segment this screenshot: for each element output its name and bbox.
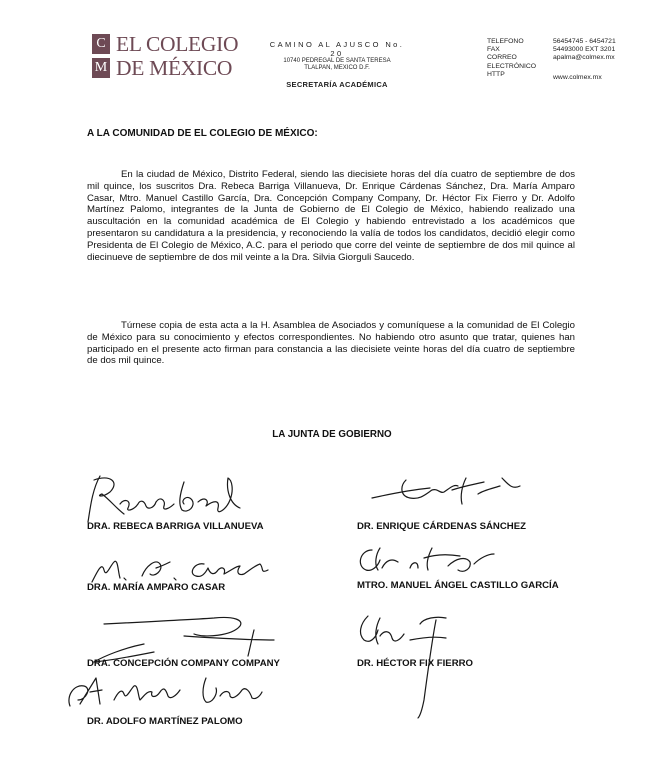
- signatory-name: DRA. REBECA BARRIGA VILLANUEVA: [87, 521, 264, 532]
- address-city: TLALPAN, MEXICO D.F.: [304, 65, 370, 71]
- contact-fax: 54493000 EXT 3201: [553, 46, 616, 54]
- board-heading: LA JUNTA DE GOBIERNO: [272, 429, 392, 440]
- institution-logo: [92, 34, 242, 78]
- contact-label-http: HTTP: [487, 70, 505, 78]
- contact-label-email: CORREO: [487, 54, 517, 62]
- signatory-name: MTRO. MANUEL ÁNGEL CASTILLO GARCÍA: [357, 580, 559, 591]
- signature-enrique-cardenas: [370, 472, 540, 512]
- contact-label-fax: FAX: [487, 46, 500, 54]
- logo-line-1: EL COLEGIO: [116, 32, 239, 56]
- signature-manuel-castillo: [352, 540, 522, 580]
- logo-monogram-letter: C: [92, 34, 110, 54]
- contact-email: apalma@colmex.mx: [553, 54, 615, 62]
- contact-label-email-cont: ELECTRÓNICO: [487, 62, 537, 70]
- letter-paragraph-2: Túrnese copia de esta acta a la H. Asamblea de Asociados y comuníquese a la comunidad de El Colegio de México para su conocimiento y efectos correspondientes. No habiendo otro asunto que tratar, quienes han participado en el presente acto firman para constancia a las diecisiete veinte horas del día cuatro de septiembre de dos mil quince.: [87, 320, 575, 367]
- signature-adolfo-martinez: [56, 670, 266, 714]
- signature-concepcion-company: [84, 604, 284, 666]
- address-colony: 10740 PEDREGAL DE SANTA TERESA: [283, 58, 391, 64]
- logo-wordmark: [116, 32, 238, 80]
- address-street: CAMINO AL AJUSCO No. 20: [269, 40, 405, 58]
- contact-label-phone: TELEFONO: [487, 38, 524, 45]
- letter-paragraph-1: En la ciudad de México, Distrito Federal, siendo las diecisiete horas del día cuatro de septiembre de dos mil quince, los suscritos Dra. Rebeca Barriga Villanueva, Dr. Enrique Cárdenas Sánchez, Dra. María Amparo Casar, Mtro. Manuel Castillo García, Dra. Concepción Company Company, Dr. Héctor Fix Fierro y Dr. Adolfo Martínez Palomo, integrantes de la Junta de Gobierno de El Colegio de México, habiendo realizado una auscultación en la comunidad académica de El Colegio y habiendo entrevistado a los académicos que presentaron su candidatura a la presidencia, y reconociendo la valía de todos los candidatos, decidió elegir como Presidenta de El Colegio de México, A.C. para el periodo que corre del veinte de septiembre de dos mil quince al diecinueve de septiembre de dos mil veinte a la Dra. Silvia Giorguli Saucedo.: [87, 169, 575, 263]
- logo-monogram: [92, 34, 110, 78]
- letter-addressee: A LA COMUNIDAD DE EL COLEGIO DE MÉXICO:: [87, 128, 318, 139]
- signatory-name: DR. ENRIQUE CÁRDENAS SÁNCHEZ: [357, 521, 526, 532]
- logo-monogram-letter: M: [92, 58, 110, 78]
- signatory-name: DRA. MARÍA AMPARO CASAR: [87, 582, 226, 593]
- institution-address: [262, 40, 412, 88]
- signatory-name: DR. HÉCTOR FIX FIERRO: [357, 658, 474, 669]
- department-name: SECRETARÍA ACADÉMICA: [286, 80, 388, 89]
- contact-phone: 56454745 - 6454721: [553, 38, 616, 45]
- logo-line-2: DE MÉXICO: [116, 56, 233, 80]
- contact-website: www.colmex.mx: [553, 74, 602, 81]
- signatory-name: DR. ADOLFO MARTÍNEZ PALOMO: [87, 716, 243, 727]
- signatory-name: DRA. CONCEPCIÓN COMPANY COMPANY: [87, 658, 280, 669]
